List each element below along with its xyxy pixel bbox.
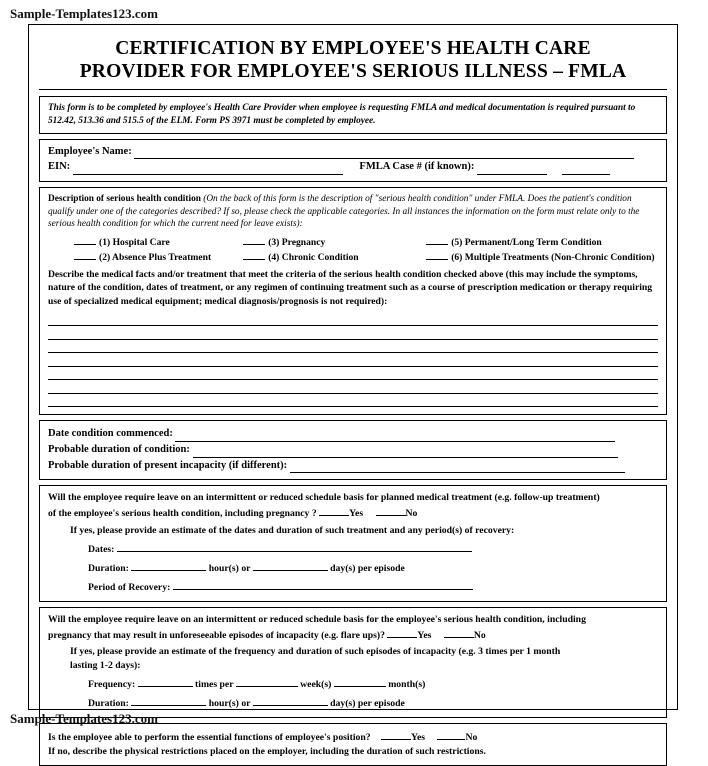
category-table <box>48 234 658 264</box>
q2-line-1: Will the employee require leave on an intermittent or reduced schedule basis for the employee's serious health condition, including <box>48 613 586 625</box>
condition-commenced-label: Date condition commenced: <box>48 428 173 440</box>
q2-frequency-month-input[interactable] <box>334 676 386 687</box>
q2-sub-instruction-2: lasting 1-2 days): <box>70 659 141 671</box>
write-line[interactable] <box>48 313 658 327</box>
present-incapacity-label: Probable duration of present incapacity (if different): <box>48 459 288 471</box>
present-incapacity-input[interactable] <box>290 461 625 473</box>
q1-line-2 <box>48 505 658 521</box>
q2-line-2-text: pregnancy that may result in unforeseeable episodes of incapacity (e.g. flare ups)? <box>48 629 385 641</box>
q2-duration-hours-input[interactable] <box>131 695 206 706</box>
checkbox-line-5[interactable] <box>426 235 448 245</box>
description-heading-bold: Description of serious health condition <box>48 194 201 205</box>
q1-recovery-label: Period of Recovery: <box>88 581 171 593</box>
q1-dates-label: Dates: <box>88 543 115 555</box>
q1-line-1: Will the employee require leave on an intermittent or reduced schedule basis for planned medical treatment (e.g. follow-up treatment) <box>48 492 600 504</box>
dates-box <box>39 420 667 480</box>
category-label-6: (6) Multiple Treatments (Non-Chronic Condition) <box>451 251 655 263</box>
category-label-3: (3) Pregnancy <box>268 236 326 248</box>
category-label-4: (4) Chronic Condition <box>268 251 359 263</box>
write-line[interactable] <box>48 380 658 394</box>
table-row <box>48 249 658 264</box>
q1-duration-end: day(s) per episode <box>330 562 405 574</box>
q2-duration-days-input[interactable] <box>253 695 328 706</box>
description-box <box>39 187 667 415</box>
question-2-box <box>39 607 667 718</box>
q3-line-1-text: Is the employee able to perform the essential functions of employee's position? <box>48 732 371 744</box>
checkbox-line-4[interactable] <box>243 250 265 260</box>
probable-duration-row <box>48 442 658 458</box>
q2-duration-label: Duration: <box>88 698 129 710</box>
q2-frequency-weeks-label: week(s) <box>300 679 332 690</box>
category-cell-6[interactable] <box>426 249 658 264</box>
q3-yes-label: Yes <box>411 732 426 744</box>
q3-no-label: No <box>465 732 478 744</box>
employee-name-row <box>48 144 658 160</box>
title-divider <box>39 89 667 90</box>
medical-facts-lines[interactable] <box>48 313 658 408</box>
q2-frequency-row <box>48 676 658 692</box>
case-label: FMLA Case # (if known): <box>359 161 475 173</box>
category-cell-4[interactable] <box>243 249 426 264</box>
ein-case-row <box>48 159 658 175</box>
medical-facts-instructions: Describe the medical facts and/or treatment that meet the criteria of the serious health condition checked above (this may include the symptoms, nature of the condition, dates of treatment, or any regimen of continuing treatment such as a course of prescription medication or therapy requiring use of specialized medical equipment; medical diagnosis/prognosis is not required): <box>48 268 653 308</box>
intro-note-text: This form is to be completed by employee's Health Care Provider when employee is requesting FMLA and medical documentation is required pursuant to 512.42, 513.36 and 515.5 of the ELM. Form PS 3971 must be completed by employee. <box>48 103 636 126</box>
description-heading <box>48 193 658 231</box>
q1-duration-label: Duration: <box>88 562 129 574</box>
q2-frequency-times-input[interactable] <box>138 676 193 687</box>
q1-no-label: No <box>405 508 418 520</box>
watermark-bottom: Sample-Templates123.com <box>10 711 158 726</box>
q2-duration-row <box>48 695 658 711</box>
condition-commenced-row <box>48 426 658 442</box>
q2-yes-blank[interactable] <box>387 627 417 638</box>
watermark-top: Sample-Templates123.com <box>10 6 158 21</box>
q2-yes-label: Yes <box>417 629 432 641</box>
q1-line-2-text: of the employee's serious health condition, including pregnancy ? <box>48 508 317 520</box>
title-line-1: CERTIFICATION BY EMPLOYEE'S HEALTH CARE <box>115 38 591 59</box>
write-line[interactable] <box>48 326 658 340</box>
write-line[interactable] <box>48 340 658 354</box>
category-cell-1[interactable] <box>48 234 243 249</box>
employee-name-input[interactable] <box>134 147 634 159</box>
probable-duration-label: Probable duration of condition: <box>48 443 190 455</box>
case-input-extra[interactable] <box>562 163 610 175</box>
q2-frequency-week-input[interactable] <box>236 676 298 687</box>
q3-line-2: If no, describe the physical restrictions placed on the employer, including the duration of such restrictions. <box>48 746 486 758</box>
present-incapacity-row <box>48 458 658 474</box>
q1-yes-label: Yes <box>349 508 364 520</box>
q2-duration-mid: hour(s) or <box>208 698 251 710</box>
q2-duration-end: day(s) per episode <box>330 698 405 710</box>
category-label-1: (1) Hospital Care <box>99 236 170 248</box>
checkbox-line-2[interactable] <box>74 250 96 260</box>
q1-duration-row <box>48 560 658 576</box>
q1-duration-hours-input[interactable] <box>131 560 206 571</box>
q1-yes-blank[interactable] <box>319 505 349 516</box>
case-input[interactable] <box>477 163 547 175</box>
question-3-box <box>39 723 667 766</box>
question-1-box <box>39 485 667 601</box>
category-cell-3[interactable] <box>243 234 426 249</box>
q3-line-1 <box>48 729 658 745</box>
q1-no-blank[interactable] <box>376 505 406 516</box>
checkbox-line-3[interactable] <box>243 235 265 245</box>
intro-note-box <box>39 96 667 134</box>
q2-line-2 <box>48 627 658 643</box>
category-label-2: (2) Absence Plus Treatment <box>99 251 212 263</box>
q1-sub-instruction: If yes, please provide an estimate of the dates and duration of such treatment and any period(s) of recovery: <box>70 524 515 536</box>
q1-recovery-input[interactable] <box>173 579 473 590</box>
ein-label: EIN: <box>48 161 71 173</box>
q2-sub-instruction-1: If yes, please provide an estimate of the frequency and duration of such episodes of incapacity (e.g. 3 times per 1 month <box>70 645 561 657</box>
q2-frequency-times-per: times per <box>195 679 234 690</box>
table-row <box>48 234 658 249</box>
q2-no-blank[interactable] <box>444 627 474 638</box>
q1-dates-input[interactable] <box>117 541 472 552</box>
category-label-5: (5) Permanent/Long Term Condition <box>451 236 602 248</box>
category-cell-5[interactable] <box>426 234 658 249</box>
description-heading-italic: (On the back of this form is the description of "serious health condition" under FMLA. Does the patient's condition qualify under one of the categories described? If so, please check the applicable categories. In all instances the information on the form must relate only to the serious health condition for which the current need for leave exists): <box>48 194 640 230</box>
employee-name-label: Employee's Name: <box>48 145 132 157</box>
q2-no-label: No <box>473 629 486 641</box>
q1-duration-days-input[interactable] <box>253 560 328 571</box>
title-line-2: PROVIDER FOR EMPLOYEE'S SERIOUS ILLNESS – FMLA <box>79 61 627 82</box>
checkbox-line-6[interactable] <box>426 250 448 260</box>
condition-commenced-input[interactable] <box>175 430 615 442</box>
q1-dates-row <box>48 541 658 557</box>
write-line[interactable] <box>48 367 658 381</box>
q2-frequency-label: Frequency: <box>88 679 136 690</box>
write-line[interactable] <box>48 394 658 408</box>
probable-duration-input[interactable] <box>193 446 618 458</box>
q1-recovery-row <box>48 579 658 595</box>
checkbox-line-1[interactable] <box>74 235 96 245</box>
identity-box <box>39 139 667 183</box>
write-line[interactable] <box>48 353 658 367</box>
ein-input[interactable] <box>73 163 343 175</box>
q2-frequency-months-label: month(s) <box>388 679 426 690</box>
category-cell-2[interactable] <box>48 249 243 264</box>
q1-duration-mid: hour(s) or <box>208 562 251 574</box>
page-title <box>39 37 667 83</box>
